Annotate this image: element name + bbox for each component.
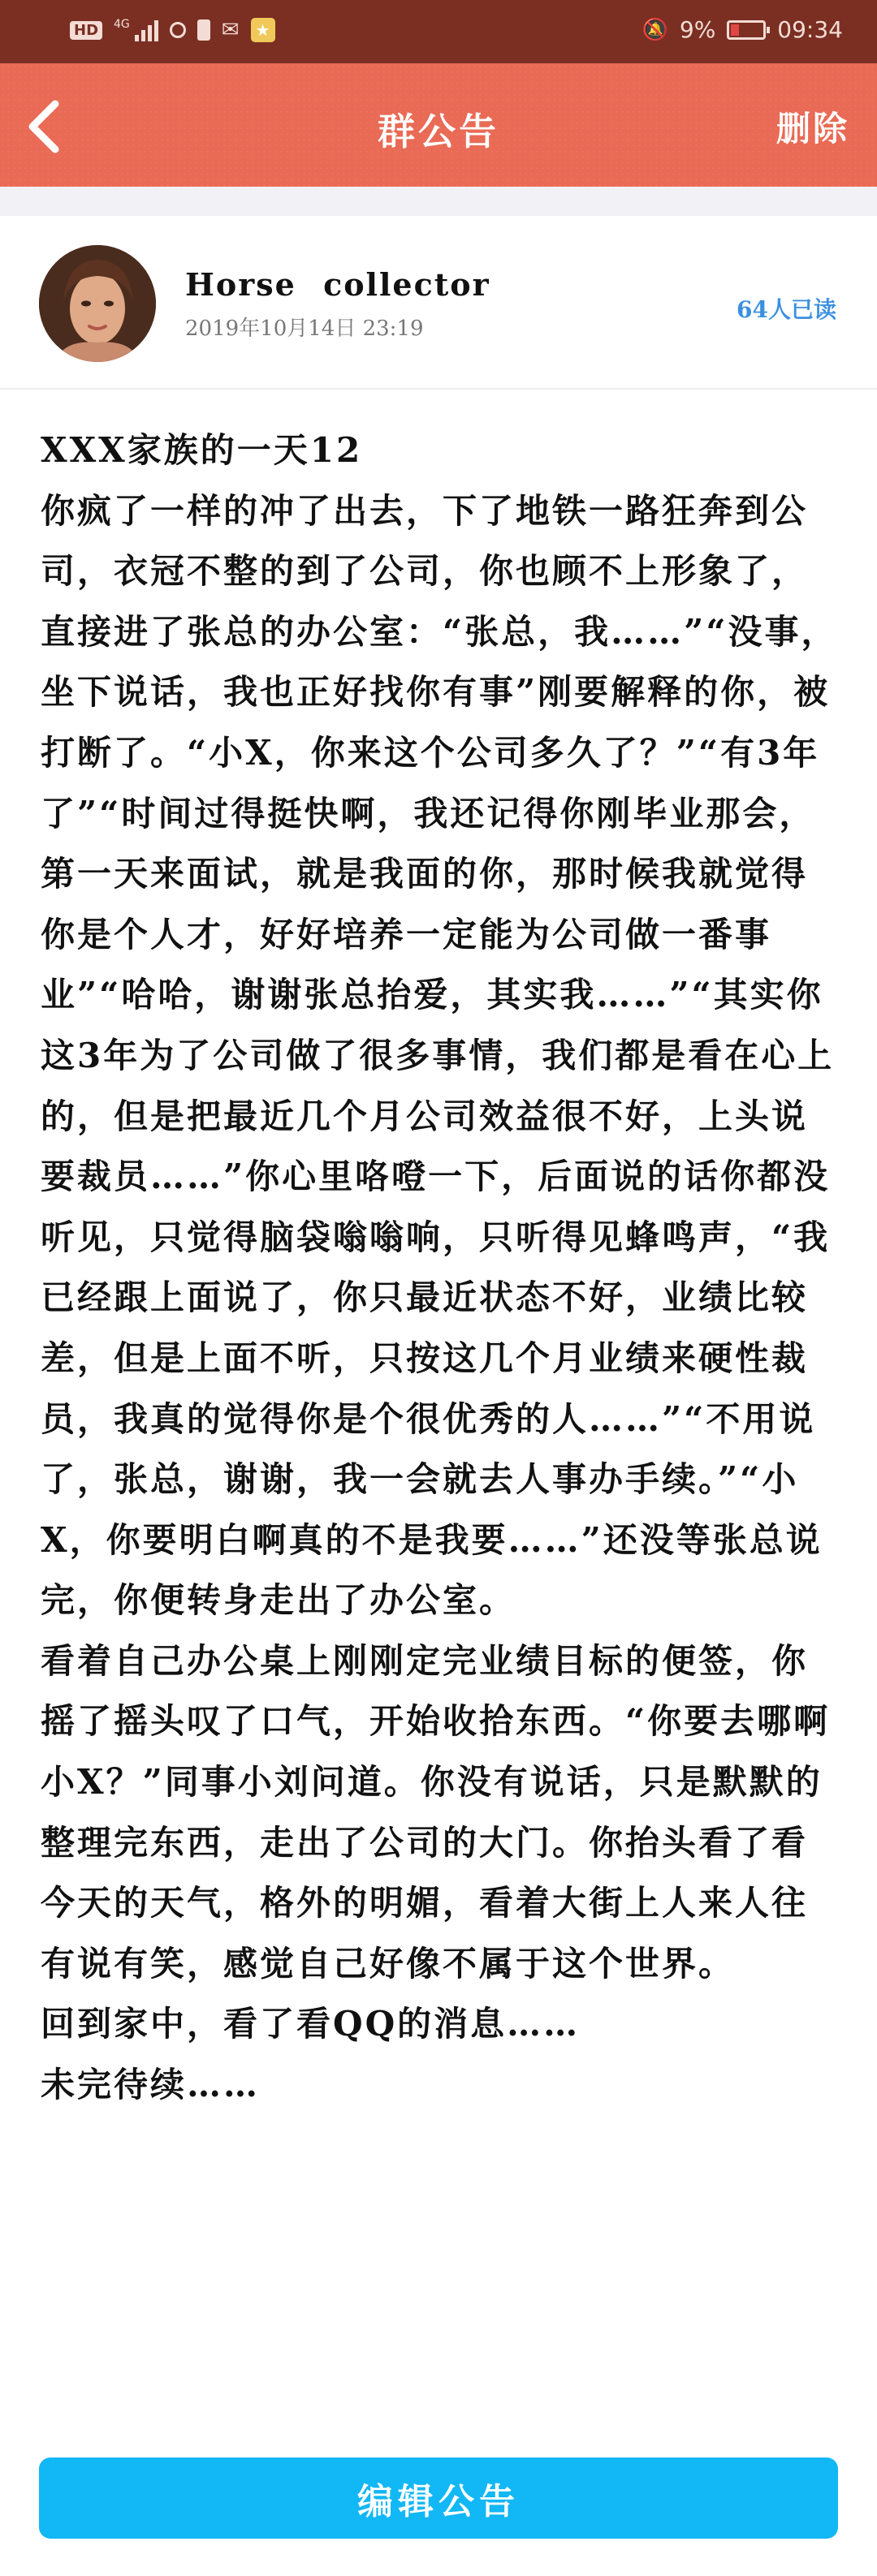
status-icons-right (642, 16, 844, 43)
notification-icon (197, 19, 210, 41)
battery-icon (727, 20, 766, 40)
nav-bar (0, 63, 877, 187)
post-date: 2019年10月14日 23:19 (185, 317, 424, 341)
muted-bell-icon: 🔕 (642, 17, 668, 42)
announcement-paragraph: 回到家中，看了看QQ的消息…… (41, 2004, 581, 2044)
network-type-label: 4G (114, 18, 130, 31)
chat-bubble-icon: ✉ (221, 18, 240, 42)
status-bar (0, 0, 877, 63)
section-gap (0, 187, 877, 216)
announcement-paragraph: 未完待续…… (41, 2065, 261, 2105)
hd-icon: HD (70, 21, 102, 40)
edit-announcement-button[interactable]: 编辑公告 (39, 2458, 838, 2539)
announcement-title: XXX家族的一天12 (41, 430, 363, 470)
avatar-portrait (39, 245, 156, 362)
battery-percent: 9% (679, 16, 716, 43)
page-title: 群公告 (378, 110, 499, 153)
delete-button[interactable]: 删除 (775, 109, 849, 149)
announcement-content (41, 420, 841, 2116)
signal-icon (135, 19, 158, 41)
post-header (0, 216, 877, 388)
announcement-paragraph: 看着自己办公桌上刚刚定完业绩目标的便签，你摇了摇头叹了口气，开始收拾东西。“你要去哪啊小X？”同事小刘问道。你没有说话，只是默默的整理完东西，走出了公司的大门。你抬头看了看今天的天气，格外的明媚，看着大街上人来人往有说有笑，感觉自己好像不属于这个世界。 (41, 1640, 831, 1984)
status-time: 09:34 (777, 16, 843, 43)
author-name[interactable]: Horse collector (185, 266, 490, 303)
clock-icon (170, 22, 186, 38)
status-icons-left (70, 18, 275, 42)
announcement-paragraph: 你疯了一样的冲了出去，下了地铁一路狂奔到公司，衣冠不整的到了公司，你也顾不上形象了，直接进了张总的办公室：“张总，我……”“没事，坐下说话，我也正好找你有事”刚要解释的你，被打断了。“小X，你来这个公司多久了？”“有3年了”“时间过得挺快啊，我还记得你刚毕业那会，第一天来面试，就是我面的你，那时候我就觉得你是个人才，好好培养一定能为公司做一番事业”“哈哈，谢谢张总抬爱，其实我……”“其实你这3年为了公司做了很多事情，我们都是看在心上的，但是把最近几个月公司效益很不好，上头说要裁员……”你心里咯噔一下，后面说的话你都没听见，只觉得脑袋嗡嗡响，只听得见蜂鸣声，“我已经跟上面说了，你只最近状态不好，业绩比较差，但是上面不听，只按这几个月业绩来硬性裁员，我真的觉得你是个很优秀的人……”“不用说了，张总，谢谢，我一会就去人事办手续。”“小X，你要明白啊真的不是我要……”还没等张总说完，你便转身走出了办公室。 (41, 490, 838, 1621)
read-count-link[interactable]: 64人已读 (737, 296, 836, 323)
divider (0, 388, 877, 390)
star-app-icon: ★ (251, 18, 275, 42)
avatar[interactable] (39, 245, 156, 362)
